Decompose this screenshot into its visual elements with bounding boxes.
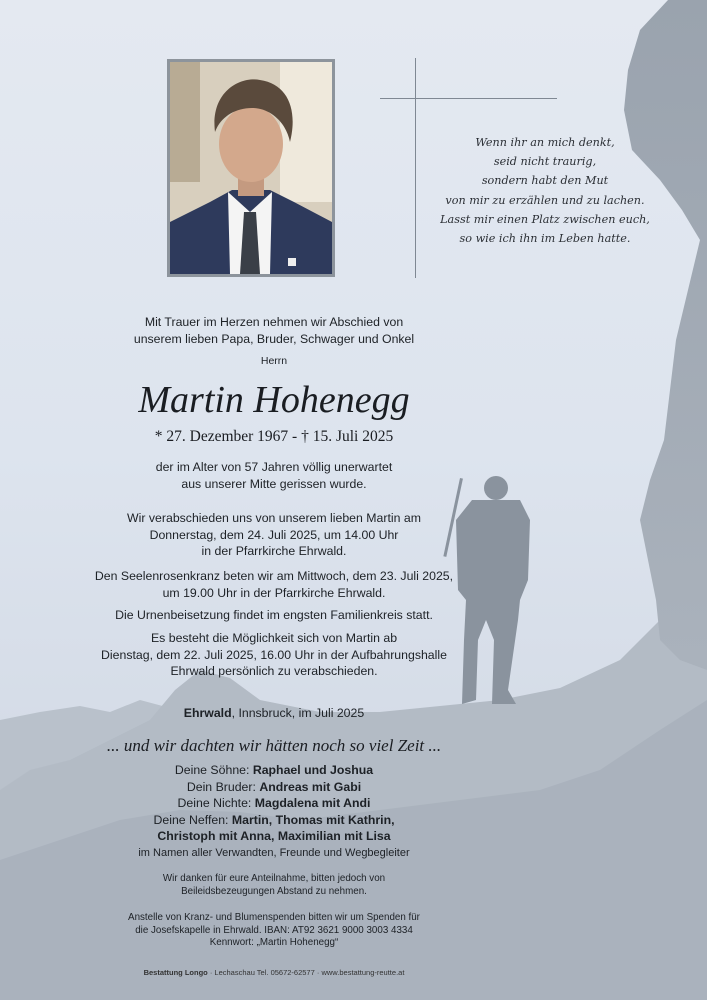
- salutation: Herrn: [260, 355, 288, 367]
- mourner-line-others: im Namen aller Verwandten, Freunde und Wegbegleiter: [138, 846, 410, 859]
- poem-line: sondern habt den Mut: [481, 174, 609, 188]
- thanks-note: [64, 873, 484, 898]
- age-line: aus unserer Mitte gerissen wurde.: [181, 476, 367, 491]
- place-bold: Ehrwald: [183, 706, 232, 720]
- nephews-label: Deine Neffen:: [153, 812, 232, 827]
- intro-line: unserem lieben Papa, Bruder, Schwager und Onkel: [133, 331, 415, 346]
- poem-line: Lasst mir einen Platz zwischen euch,: [440, 212, 650, 226]
- niece-names: Magdalena mit Andi: [254, 796, 371, 810]
- nephews-names-1: Martin, Thomas mit Kathrin,: [231, 812, 395, 827]
- mourners-list: [64, 762, 484, 861]
- sons-label: Deine Söhne:: [174, 763, 253, 777]
- nephews-names-2: Christoph mit Anna, Maximilian mit Lisa: [157, 829, 391, 843]
- service-line: in der Pfarrkirche Ehrwald.: [201, 544, 347, 558]
- service-line: Donnerstag, dem 24. Juli 2025, um 14.00 Uhr: [149, 527, 399, 542]
- viewing-info: [64, 630, 484, 680]
- viewing-line: Ehrwald persönlich zu verabschieden.: [170, 664, 378, 678]
- place-rest: , Innsbruck, im Juli 2025: [231, 706, 365, 720]
- rosary-line: Den Seelenrosenkranz beten wir am Mittwoch, dem 23. Juli 2025,: [94, 569, 454, 583]
- funeral-home-name: Bestattung Longo: [143, 968, 208, 977]
- cross-horizontal-bar: [380, 98, 557, 99]
- deceased-name: Martin Hohenegg: [138, 379, 410, 421]
- donation-note: [64, 912, 484, 950]
- mourner-line-nephews: [64, 812, 484, 829]
- sons-names: Raphael und Joshua: [252, 763, 374, 777]
- funeral-service: [64, 510, 484, 560]
- closing-quote: ... und wir dachten wir hätten noch so viel Zeit ...: [106, 736, 442, 755]
- intro-line: Mit Trauer im Herzen nehmen wir Abschied von: [144, 315, 404, 329]
- mourner-line-sons: [64, 762, 484, 779]
- cliff-face: [624, 0, 707, 670]
- brother-names: Andreas mit Gabi: [259, 779, 362, 794]
- thanks-line: Beileidsbezeugungen Abstand zu nehmen.: [181, 885, 367, 897]
- life-dates: * 27. Dezember 1967 - † 15. Juli 2025: [154, 428, 394, 445]
- poem-line: so wie ich ihn im Leben hatte.: [459, 232, 631, 246]
- rosary-line: um 19.00 Uhr in der Pfarrkirche Ehrwald.: [162, 585, 386, 600]
- donation-line: Kennwort: „Martin Hohenegg“: [209, 937, 339, 948]
- age-text: [64, 459, 484, 492]
- urn-burial-info: Die Urnenbeisetzung findet im engsten Familienkreis statt.: [115, 608, 433, 622]
- mourner-line-niece: [64, 795, 484, 812]
- poem-line: von mir zu erzählen und zu lachen.: [445, 193, 645, 207]
- brother-label: Dein Bruder:: [186, 779, 260, 794]
- funeral-home-contact: · Lechaschau Tel. 05672-62577 · www.bestattung-reutte.at: [207, 968, 405, 977]
- viewing-line: Dienstag, dem 22. Juli 2025, 16.00 Uhr in der Aufbahrungshalle: [101, 647, 447, 662]
- age-line: der im Alter von 57 Jahren völlig unerwartet: [155, 460, 393, 474]
- donation-line: Anstelle von Kranz- und Blumenspenden bitten wir um Spenden für: [128, 912, 420, 923]
- mourner-line-brother: [64, 779, 484, 796]
- mourner-line-nephews-2: [64, 828, 484, 845]
- poem: [420, 133, 670, 248]
- funeral-home-footer: [64, 965, 484, 982]
- rosary-info: [64, 568, 484, 601]
- portrait-illustration: [170, 62, 332, 274]
- poem-line: seid nicht traurig,: [493, 155, 597, 169]
- intro-text: [64, 314, 484, 347]
- place-date: [64, 705, 484, 722]
- niece-label: Deine Nichte:: [177, 796, 255, 810]
- service-line: Wir verabschieden uns von unserem lieben Martin am: [127, 511, 421, 525]
- donation-line: die Josefskapelle in Ehrwald. IBAN: AT92 3621 9000 3003 4334: [135, 924, 413, 936]
- thanks-line: Wir danken für eure Anteilnahme, bitten jedoch von: [162, 873, 386, 884]
- portrait-photo: [167, 59, 335, 277]
- viewing-line: Es besteht die Möglichkeit sich von Martin ab: [150, 631, 398, 645]
- poem-line: Wenn ihr an mich denkt,: [475, 136, 615, 149]
- cross-vertical-bar: [415, 58, 416, 278]
